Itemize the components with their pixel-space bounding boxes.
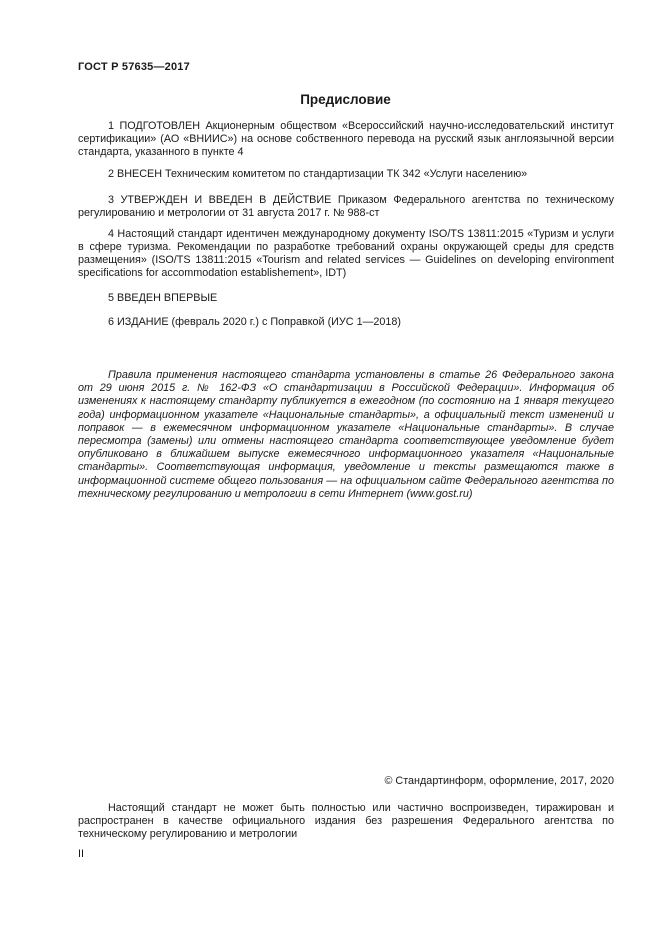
paragraph-5: 5 ВВЕДЕН ВПЕРВЫЕ xyxy=(108,292,218,304)
paragraph-6: 6 ИЗДАНИЕ (февраль 2020 г.) с Поправкой (ИУС 1—2018) xyxy=(108,316,402,328)
reproduction-note: Настоящий стандарт не может быть полностью или частично воспроизведен, тиражирован и распространен в качестве официального издания без разрешения Федерального агентства по техническому регулированию и метрологии xyxy=(78,802,614,840)
paragraph-3: 3 УТВЕРЖДЕН И ВВЕДЕН В ДЕЙСТВИЕ Приказом Федерального агентства по техническому регулированию и метрологии от 31 августа 2017 г. № 988-ст xyxy=(78,194,614,219)
section-title: Предисловие xyxy=(300,92,391,107)
application-notice: Правила применения настоящего стандарта установлены в статье 26 Федерального закона от 29 июня 2015 г. № 162-ФЗ «О стандартизации в Российской Федерации». Информация об изменениях к настоящему стандарту публикуется в ежегодном (по состоянию на 1 января текущего года) информационном указателе «Национальные стандарты», а официальный текст изменений и поправок — в ежемесячном информационном указателе «Национальные стандарты». В случае пересмотра (замены) или отмены настоящего стандарта соответствующее уведомление будет опубликовано в ближайшем выпуске ежемесячного информационного указателя «Национальные стандарты». Соответствующая информация, уведомление и тексты размещаются также в информационной системе общего пользования — на официальном сайте Федерального агентства по техническому регулированию и метрологии в сети Интернет (www.gost.ru) xyxy=(78,369,614,500)
page-number: II xyxy=(78,848,84,860)
copyright-line: © Стандартинформ, оформление, 2017, 2020 xyxy=(384,775,614,787)
paragraph-2: 2 ВНЕСЕН Техническим комитетом по стандартизации ТК 342 «Услуги населению» xyxy=(108,168,528,180)
paragraph-1: 1 ПОДГОТОВЛЕН Акционерным обществом «Всероссийский научно-исследовательский институт сертификации» (АО «ВНИИС») на основе собственного перевода на русский язык англоязычной версии стандарта, указанного в пункте 4 xyxy=(78,120,614,158)
paragraph-4: 4 Настоящий стандарт идентичен международному документу ISO/TS 13811:2015 «Туризм и услуги в сфере туризма. Рекомендации по разработке требований охраны окружающей среды для средств размещения» (ISO/TS 13811:2015 «Tourism and related services — Guidelines on developing environment specifications for accommodation establishement», IDT) xyxy=(78,228,614,279)
standard-code: ГОСТ Р 57635—2017 xyxy=(78,61,190,73)
